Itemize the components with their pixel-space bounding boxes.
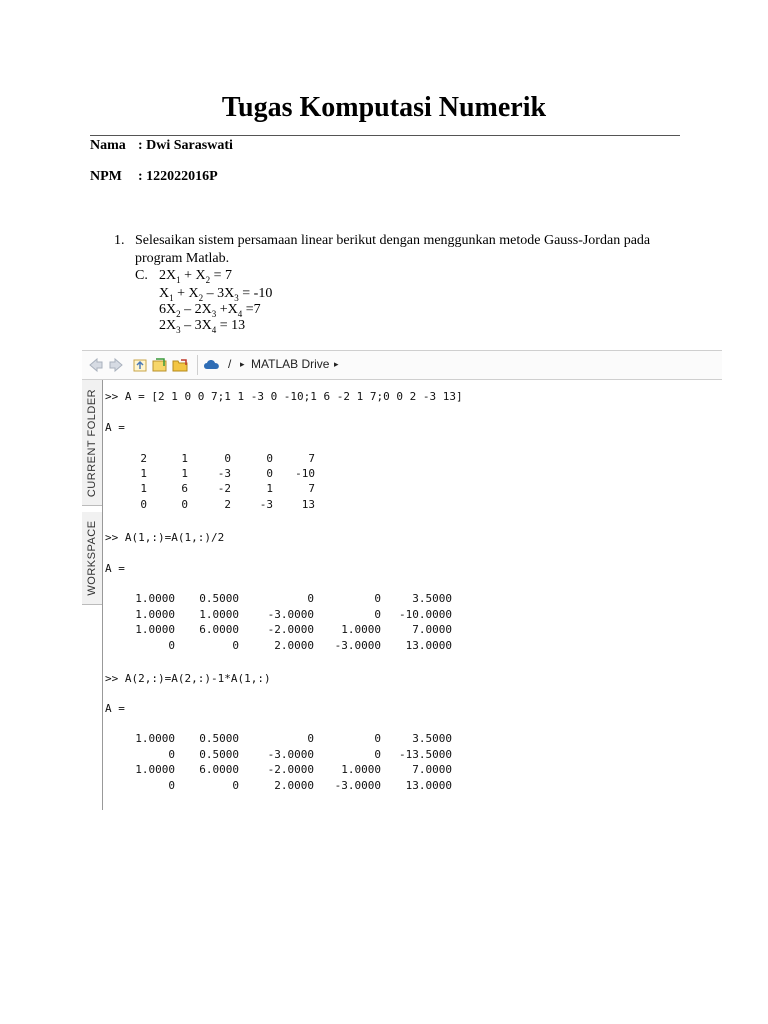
matlab-toolbar xyxy=(82,350,722,380)
matrix-cell: -3 xyxy=(259,498,273,511)
matrix-cell: 0 xyxy=(232,639,239,652)
open-folder-icon[interactable] xyxy=(172,357,190,373)
matrix-cell: 0 xyxy=(374,608,381,621)
matrix-cell: 1.0000 xyxy=(135,732,175,745)
equation-subscript: 3 xyxy=(176,324,181,335)
question-number: 1. xyxy=(114,233,125,248)
matrix-cell: 0 xyxy=(224,452,231,465)
nama-value: : Dwi Saraswati xyxy=(138,138,233,153)
equation-term: = 13 xyxy=(216,318,246,333)
matrix-cell: 1 xyxy=(181,452,188,465)
matrix-cell: -2.0000 xyxy=(267,623,314,636)
equation-term: = 7 xyxy=(210,268,233,283)
equation-term: – 3X xyxy=(203,286,235,301)
matrix-cell: 0 xyxy=(232,779,239,792)
matrix-cell: 6.0000 xyxy=(199,763,239,776)
matrix-cell: 0.5000 xyxy=(199,732,239,745)
matrix-cell: -13.5000 xyxy=(399,748,452,761)
equation-term: +X xyxy=(216,302,238,317)
matrix-cell: -3.0000 xyxy=(334,779,381,792)
matrix-cell: -2 xyxy=(217,482,231,495)
matrix-cell: 1.0000 xyxy=(135,763,175,776)
equation-subscript: 3 xyxy=(234,292,239,303)
matrix-cell: 13 xyxy=(301,498,315,511)
matrix-cell: 0 xyxy=(181,498,188,511)
matrix-cell: 13.0000 xyxy=(405,779,452,792)
command-line: >> A(2,:)=A(2,:)-1*A(1,:) xyxy=(105,672,271,685)
equation-subscript: 2 xyxy=(205,274,211,285)
equation-line xyxy=(159,318,245,338)
chevron-right-icon[interactable]: ▸ xyxy=(334,359,339,369)
up-folder-icon[interactable] xyxy=(132,357,148,373)
matrix-cell: 2 xyxy=(140,452,147,465)
nama-label: Nama xyxy=(90,138,126,153)
matrix-cell: 1 xyxy=(266,482,273,495)
equation-term: – 2X xyxy=(180,302,212,317)
cloud-icon[interactable] xyxy=(203,358,221,374)
equation-subscript: 1 xyxy=(176,274,181,285)
result-label: A = xyxy=(105,421,125,434)
title-divider xyxy=(90,135,680,136)
matrix-cell: 0 xyxy=(266,467,273,480)
matrix-cell: 7 xyxy=(308,452,315,465)
matrix-cell: 3.5000 xyxy=(412,732,452,745)
matrix-cell: 0 xyxy=(140,498,147,511)
matrix-cell: 1.0000 xyxy=(341,763,381,776)
matrix-cell: 7 xyxy=(308,482,315,495)
location-text[interactable]: MATLAB Drive xyxy=(251,357,330,371)
equation-term: =7 xyxy=(242,302,261,317)
equation-term: = -10 xyxy=(238,286,273,301)
matrix-cell: -3.0000 xyxy=(267,608,314,621)
equation-subscript: 4 xyxy=(237,308,243,319)
matrix-cell: 7.0000 xyxy=(412,763,452,776)
matrix-cell: 0 xyxy=(307,592,314,605)
command-line: >> A = [2 1 0 0 7;1 1 -3 0 -10;1 6 -2 1 7;0 0 2 -3 13] xyxy=(105,390,463,403)
matrix-cell: 13.0000 xyxy=(405,639,452,652)
matrix-cell: 1 xyxy=(140,482,147,495)
matrix-cell: -2.0000 xyxy=(267,763,314,776)
result-label: A = xyxy=(105,562,125,575)
npm-label: NPM xyxy=(90,169,122,184)
matrix-cell: 1.0000 xyxy=(135,592,175,605)
nama-field xyxy=(90,138,233,154)
result-label: A = xyxy=(105,702,125,715)
matrix-cell: 6.0000 xyxy=(199,623,239,636)
matrix-cell: 1 xyxy=(140,467,147,480)
browse-folder-icon[interactable] xyxy=(152,357,168,373)
matrix-cell: -3 xyxy=(217,467,231,480)
matrix-cell: 0 xyxy=(168,748,175,761)
matrix-cell: 1.0000 xyxy=(135,608,175,621)
equation-subscript: 2 xyxy=(176,308,181,319)
command-line: >> A(1,:)=A(1,:)/2 xyxy=(105,531,225,544)
matrix-cell: 0 xyxy=(374,748,381,761)
matrix-cell: -3.0000 xyxy=(334,639,381,652)
back-arrow-icon[interactable] xyxy=(88,357,104,373)
matrix-cell: 2 xyxy=(224,498,231,511)
equation-subscript: 2 xyxy=(198,292,204,303)
chevron-right-icon[interactable]: ▸ xyxy=(240,359,245,369)
matrix-cell: 0 xyxy=(374,592,381,605)
document-title: Tugas Komputasi Numerik xyxy=(221,92,547,123)
matrix-cell: 2.0000 xyxy=(274,779,314,792)
tab-workspace[interactable] xyxy=(82,512,102,605)
equation-subscript: 4 xyxy=(211,324,217,335)
equation-subscript: 1 xyxy=(169,292,174,303)
equation-term: 2X xyxy=(159,318,177,333)
tab-current-folder-label: CURRENT FOLDER xyxy=(86,388,98,497)
npm-value: : 122022016P xyxy=(138,169,218,184)
toolbar-divider xyxy=(197,355,198,375)
matrix-cell: 0 xyxy=(307,732,314,745)
matlab-sidebar xyxy=(82,380,103,810)
path-separator: / xyxy=(228,357,232,371)
equation-term: X xyxy=(159,286,170,301)
equation-subscript: 3 xyxy=(211,308,217,319)
command-window[interactable] xyxy=(105,380,720,810)
forward-arrow-icon[interactable] xyxy=(108,357,124,373)
part-label: C. xyxy=(135,268,148,283)
matrix-cell: -3.0000 xyxy=(267,748,314,761)
equation-term: + X xyxy=(180,268,206,283)
matrix-cell: 0 xyxy=(374,732,381,745)
matrix-cell: 7.0000 xyxy=(412,623,452,636)
matrix-cell: 6 xyxy=(181,482,188,495)
matrix-cell: 0.5000 xyxy=(199,748,239,761)
matrix-cell: 0 xyxy=(168,639,175,652)
matrix-cell: 0 xyxy=(266,452,273,465)
question-text: Selesaikan sistem persamaan linear berikut dengan menggunkan metode Gauss-Jordan pada program Matlab. xyxy=(135,233,651,266)
tab-workspace-label: WORKSPACE xyxy=(86,520,98,596)
matrix-cell: 1.0000 xyxy=(135,623,175,636)
equation-term: – 3X xyxy=(180,318,212,333)
matrix-cell: 0 xyxy=(168,779,175,792)
equation-term: 2X xyxy=(159,268,177,283)
matrix-cell: -10 xyxy=(295,467,315,480)
matrix-cell: 1.0000 xyxy=(341,623,381,636)
matrix-cell: 3.5000 xyxy=(412,592,452,605)
equation-line xyxy=(159,268,232,288)
matrix-cell: 1.0000 xyxy=(199,608,239,621)
matrix-cell: 0.5000 xyxy=(199,592,239,605)
matrix-cell: -10.0000 xyxy=(399,608,452,621)
npm-field xyxy=(90,169,218,185)
matrix-cell: 1 xyxy=(181,467,188,480)
equation-term: 6X xyxy=(159,302,177,317)
matrix-cell: 2.0000 xyxy=(274,639,314,652)
equation-term: + X xyxy=(173,286,199,301)
